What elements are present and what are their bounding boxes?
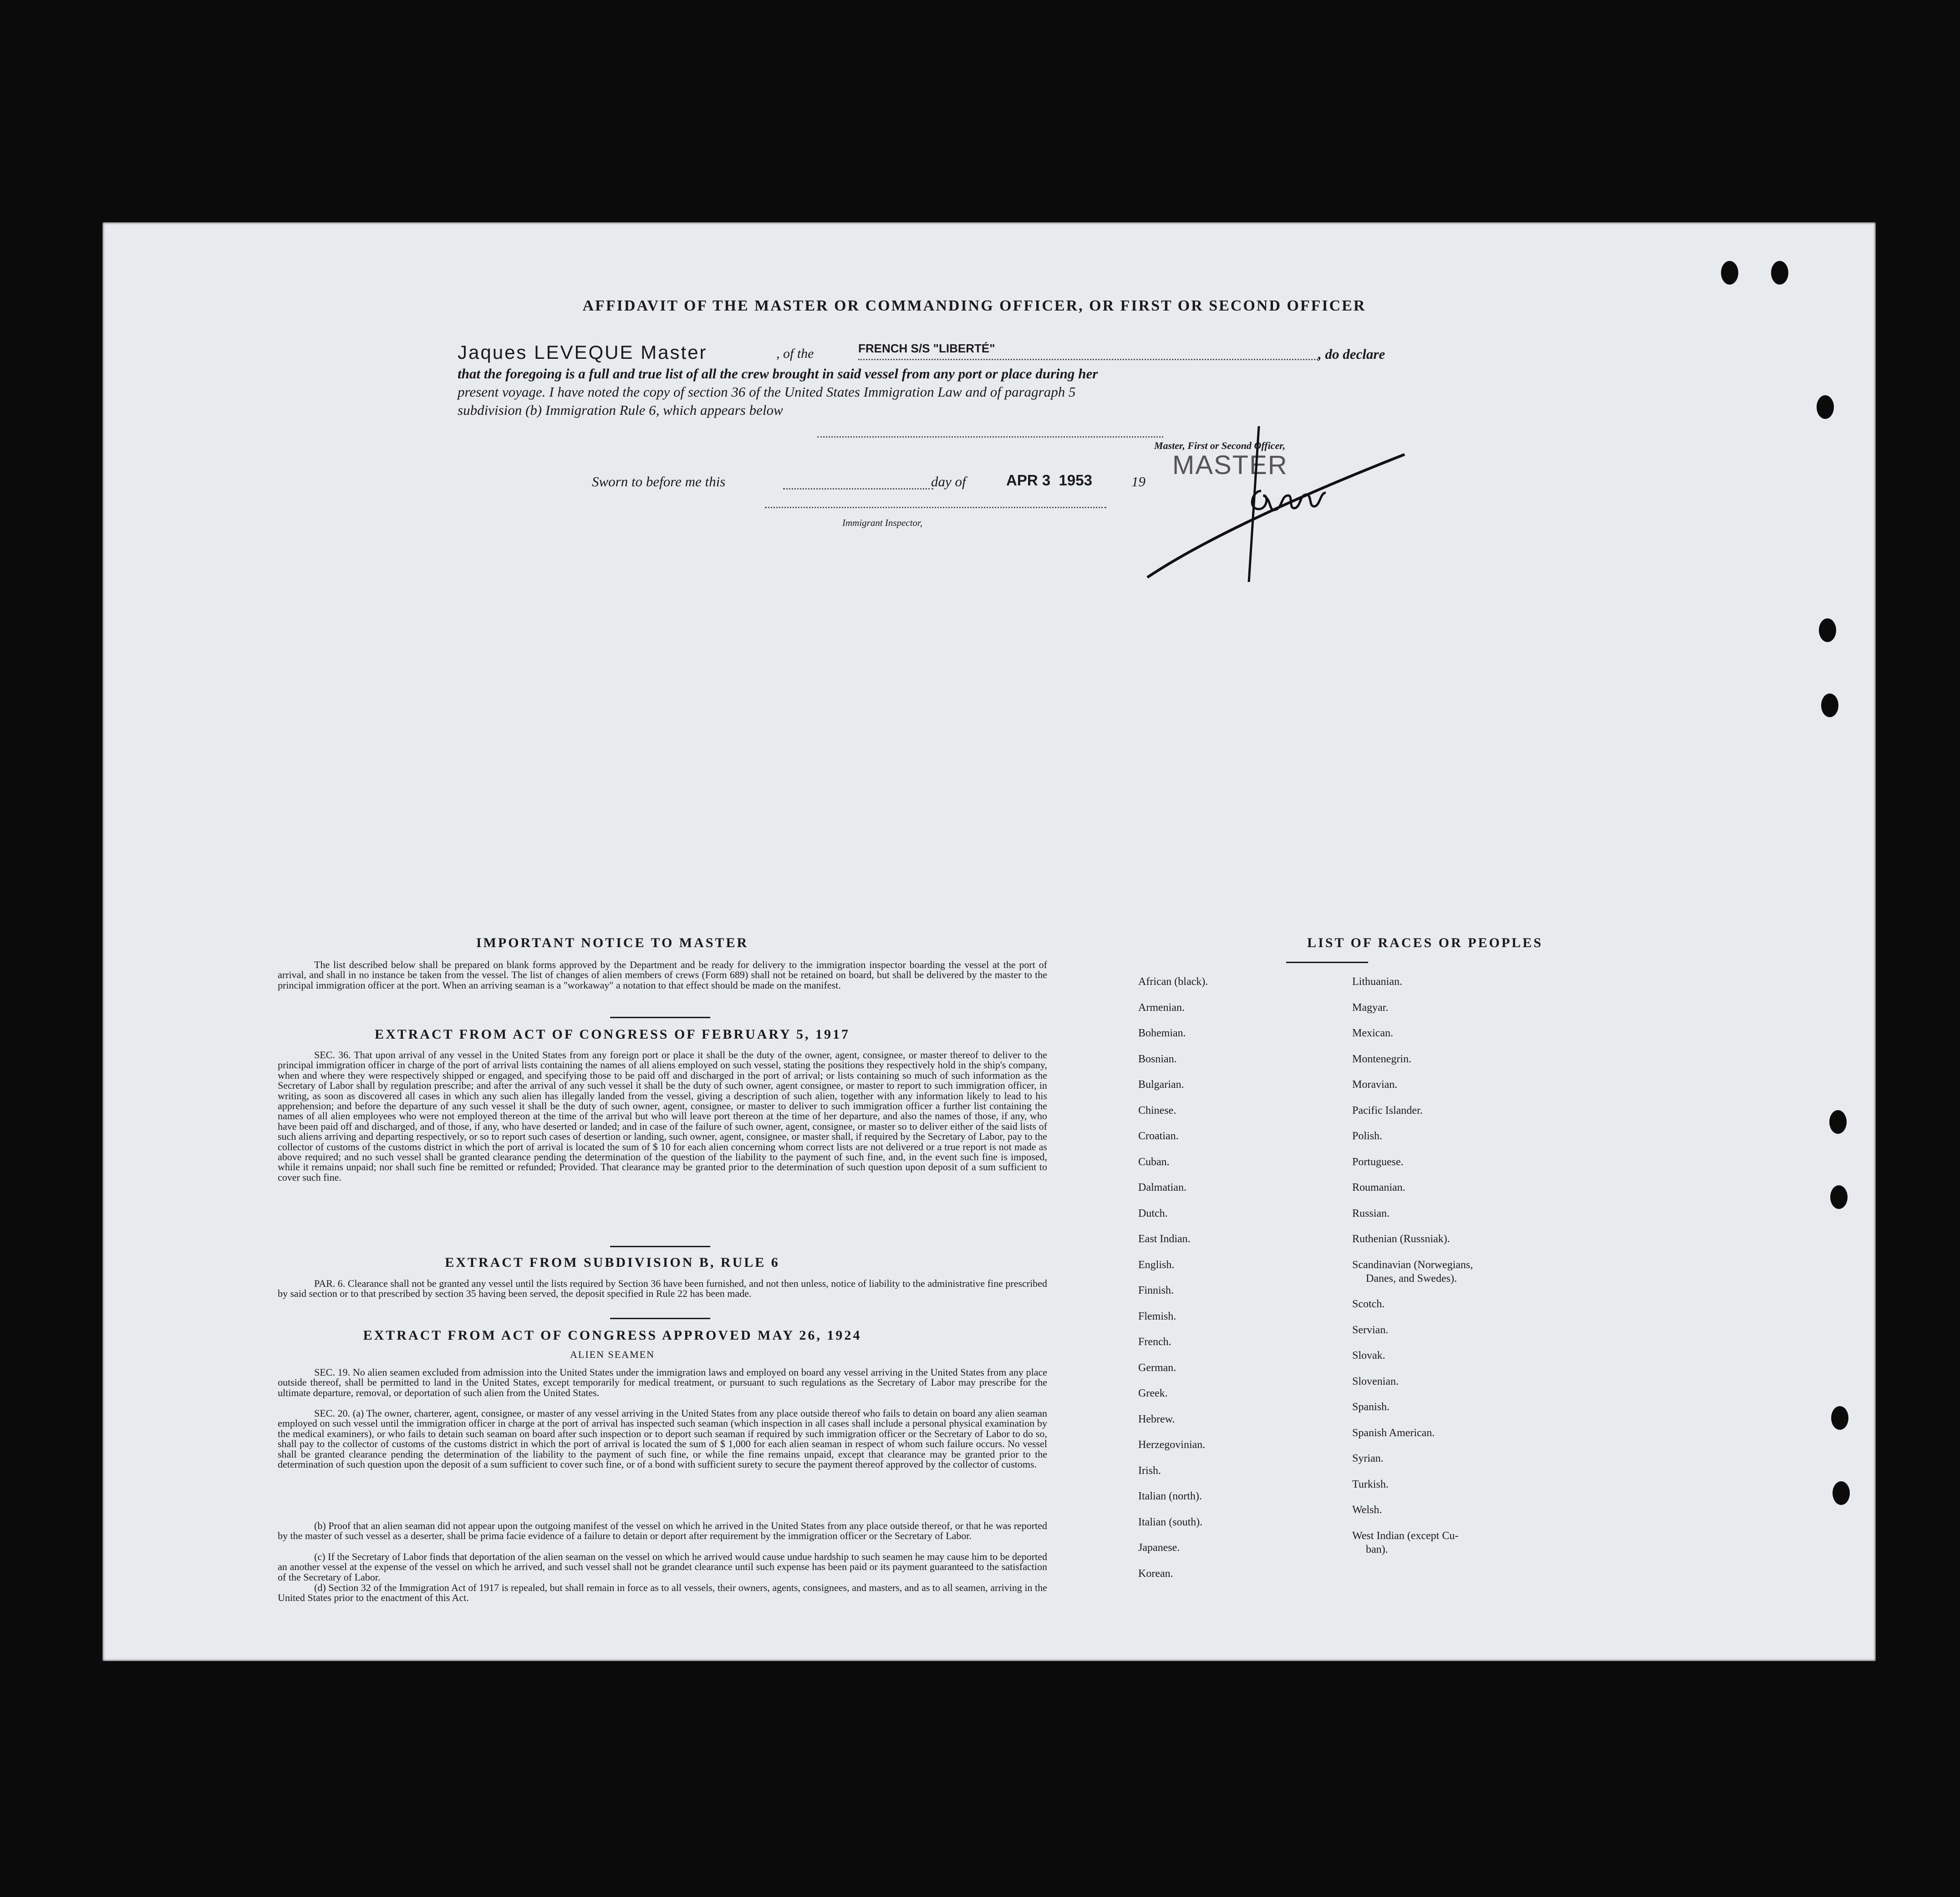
race-item: Portuguese. bbox=[1352, 1156, 1404, 1168]
race-item: ban). bbox=[1366, 1543, 1388, 1555]
extract-1924-sec20d: (d) Section 32 of the Immigration Act of 1917 is repealed, but shall remain in force as to all vessels, their owners, agents, consignees, and masters, and as to all seamen, arriving in the United States prior to the enactment of this Act. bbox=[278, 1582, 1047, 1604]
inspector-sign-line bbox=[765, 507, 1106, 508]
race-item: African (black). bbox=[1138, 976, 1208, 988]
divider bbox=[610, 1017, 710, 1018]
extract-1924-sec20c: (c) If the Secretary of Labor finds that deportation of the alien seaman on the vessel on which he arrived would cause undue hardship to such seamen he may cause him to be deported an another vessel at the expense of the vessel on which he arrived, and such vessel shall not be grandet clearance until such expense has been paid or its payment guaranteed to the satisfaction of the Secretary of Labor. bbox=[278, 1551, 1047, 1583]
race-item: Welsh. bbox=[1352, 1504, 1382, 1516]
race-item: Ruthenian (Russniak). bbox=[1352, 1233, 1450, 1245]
race-item: Chinese. bbox=[1138, 1104, 1176, 1117]
signature-image bbox=[1140, 423, 1423, 596]
race-item: Dalmatian. bbox=[1138, 1182, 1186, 1193]
race-item: Greek. bbox=[1138, 1387, 1168, 1399]
vessel-name: FRENCH S/S "LIBERTÉ" bbox=[858, 342, 995, 355]
date-stamp: APR 3 1953 bbox=[1006, 472, 1092, 489]
race-item: Bulgarian. bbox=[1138, 1079, 1184, 1091]
race-item: Scotch. bbox=[1352, 1298, 1385, 1310]
extract-1924-sec20a: SEC. 20. (a) The owner, charterer, agent, consignee, or master of any vessel arriving in the United States from any place outside thereof who fails to detain on board any alien seaman employed on such vessel until the immigration officer in charge at the port of arrival has inspected such seaman (which inspection in all cases shall include a personal physical examination by the medical examiners), or who fails to detain such seaman on board after such inspection or to deport such seaman if required by such immigration officer or the Secretary of Labor to do so, shall pay to the collector of customs of the customs district in which the port of arrival is located the sum of $ 1,000 for each alien seaman in respect of whom such failure occurs. No vessel shall be granted clearance pending the determination of the liability to the payment of such fine, or while the fine remains unpaid, except that clearance may be granted prior to the determination of such question upon the deposit of a sum sufficient to cover such fine, or of a bond with sufficient surety to secure the payment thereof approved by the collector of customs. bbox=[278, 1407, 1047, 1470]
race-item: Finnish. bbox=[1138, 1285, 1174, 1296]
race-item: Pacific Islander. bbox=[1352, 1104, 1423, 1117]
inspector-label: Immigrant Inspector, bbox=[842, 517, 923, 528]
race-item: Japanese. bbox=[1138, 1542, 1180, 1554]
vessel-fill-line bbox=[858, 359, 1318, 360]
race-item: Irish. bbox=[1138, 1464, 1161, 1477]
punch-hole bbox=[1830, 1185, 1848, 1209]
punch-hole bbox=[1821, 694, 1838, 717]
race-item: Spanish American. bbox=[1352, 1427, 1435, 1439]
race-item: West Indian (except Cu- bbox=[1352, 1530, 1459, 1542]
race-item: Montenegrin. bbox=[1352, 1053, 1411, 1065]
notice-body: The list described below shall be prepared on blank forms approved by the Department and be ready for delivery to the immigration inspector boarding the vessel at the port of arrival, and shall in no instance be taken from the vessel. The list of changes of alien members of crews (Form 689) shall not be retained on board, but shall be delivered by the master to the principal immigration officer at the port. When an arriving seaman is a "workaway" a notation to that effect should be made on the manifest. bbox=[278, 959, 1047, 991]
race-item: Armenian. bbox=[1138, 1001, 1185, 1014]
extract-1924-sec19: SEC. 19. No alien seamen excluded from admission into the United States under the immigration laws and employed on board any vessel arriving in the United States from any place outside thereof, shall be permitted to land in the United States, except temporarily for medical treatment, or pursuant to such regulations as the Secretary of Labor may prescribe for the ultimate departure, removal, or deportation of such alien from the United States. bbox=[278, 1367, 1047, 1398]
sworn-text: Sworn to before me this bbox=[592, 474, 726, 490]
punch-hole bbox=[1831, 1406, 1848, 1430]
officer-label: Master, First or Second Officer, bbox=[1154, 440, 1286, 451]
affidavit-line-2: that the foregoing is a full and true list of all the crew brought in said vessel from any port or place during her bbox=[458, 366, 1098, 382]
race-item: Moravian. bbox=[1352, 1079, 1398, 1091]
race-item: Flemish. bbox=[1138, 1310, 1176, 1322]
race-item: Slovenian. bbox=[1352, 1375, 1399, 1387]
race-item: Roumanian. bbox=[1352, 1182, 1405, 1193]
race-item: German. bbox=[1138, 1362, 1176, 1374]
punch-hole bbox=[1819, 618, 1836, 642]
officer-sign-line bbox=[817, 436, 1163, 438]
race-item: Servian. bbox=[1352, 1324, 1389, 1336]
race-item: Syrian. bbox=[1352, 1453, 1384, 1464]
race-item: Turkish. bbox=[1352, 1478, 1389, 1490]
affidavit-line-3: present voyage. I have noted the copy of section 36 of the United States Immigration Law and of paragraph 5 bbox=[458, 384, 1076, 400]
race-item: Bohemian. bbox=[1138, 1027, 1186, 1039]
extract-1924-title: EXTRACT FROM ACT OF CONGRESS APPROVED MAY 26, 1924 bbox=[363, 1328, 862, 1343]
race-item: Slovak. bbox=[1352, 1350, 1385, 1362]
document-sheet bbox=[102, 222, 1876, 1661]
race-item: Spanish. bbox=[1352, 1401, 1390, 1413]
extract-1917-title: EXTRACT FROM ACT OF CONGRESS OF FEBRUARY 5, 1917 bbox=[374, 1027, 850, 1042]
race-item: Bosnian. bbox=[1138, 1053, 1177, 1065]
year-prefix: 19 bbox=[1131, 474, 1145, 490]
master-stamp: MASTER bbox=[1172, 450, 1288, 480]
race-item: English. bbox=[1138, 1259, 1175, 1271]
race-item: Cuban. bbox=[1138, 1156, 1170, 1168]
race-item: Russian. bbox=[1352, 1207, 1390, 1219]
race-item: Scandinavian (Norwegians, bbox=[1352, 1259, 1473, 1271]
extract-1924-sec20b: (b) Proof that an alien seaman did not appear upon the outgoing manifest of the vessel on which he arrived in the United States from any place outside thereof, or that he was reported by the master of such vessel as a deserter, shall be prima facie evidence of a failure to detain or deport after requirement by the immigration officer or the Secretary of Labor. bbox=[278, 1520, 1047, 1542]
divider bbox=[1286, 962, 1368, 963]
race-item: Croatian. bbox=[1138, 1130, 1179, 1142]
divider bbox=[610, 1246, 710, 1247]
affidavit-title: AFFIDAVIT OF THE MASTER OR COMMANDING OFFICER, OR FIRST OR SECOND OFFICER bbox=[582, 297, 1366, 314]
extract-rule6-title: EXTRACT FROM SUBDIVISION B, RULE 6 bbox=[445, 1255, 780, 1270]
divider bbox=[610, 1318, 710, 1319]
race-item: Italian (south). bbox=[1138, 1516, 1203, 1528]
race-item: Magyar. bbox=[1352, 1001, 1389, 1014]
sworn-day-line bbox=[783, 488, 933, 490]
race-item: Mexican. bbox=[1352, 1027, 1393, 1039]
punch-hole bbox=[1771, 261, 1788, 285]
races-title: LIST OF RACES OR PEOPLES bbox=[1307, 935, 1543, 950]
race-item: Herzegovinian. bbox=[1138, 1439, 1206, 1451]
alien-seamen-subtitle: ALIEN SEAMEN bbox=[570, 1349, 655, 1360]
punch-hole bbox=[1829, 1110, 1847, 1134]
affidavit-line-4: subdivision (b) Immigration Rule 6, which appears below bbox=[458, 402, 783, 418]
punch-hole bbox=[1833, 1481, 1850, 1505]
race-item: Dutch. bbox=[1138, 1207, 1168, 1219]
race-item: Italian (north). bbox=[1138, 1490, 1202, 1502]
extract-1917-body: SEC. 36. That upon arrival of any vessel in the United States from any foreign port or place it shall be the duty of the owner, agent, consignee, or master thereof to deliver to the principal immigration officer in charge of the port of arrival lists containing the names of all aliens employed on such vessel, stating the positions they respectively hold in the ship's company, when and where they were respectively shipped or engaged, and specifying those to be paid off and discharged in the port of arrival; or lists containing so much of such information as the Secretary of Labor shall by regulation prescribe; and after the arrival of any such vessel it shall be the duty of such owner, agent consignee, or master to report to such immigration officer, in writing, as soon as discovered all cases in which any such alien has illegally landed from the vessel, giving a description of such alien, together with any information likely to lead to his apprehension; and before the departure of any such vessel it shall be the duty of such owner, agent, consignee, or master to deliver to such immigration officer a further list containing the names of all alien employees who were not employed thereon at the time of the arrival but who will leave port thereon at the time of her departure, and also the names of those, if any, who have been paid off and discharged, and of those, if any, who have deserted or landed; and in case of the failure of such owner, agent, consignee, or master so to deliver either of the said lists of such aliens arriving and departing respectively, or so to report such cases of desertion or landing, such owner, agent, consignee, or master shall, if required by the Secretary of Labor, pay to the collector of customs of the customs district in which the port of arrival is located the sum of $ 10 for each alien concerning whom correct lists are not delivered or a true report is not made as above required; and no such vessel shall be granted clearance pending the determination of the question of the liability to the payment of such fine, and, in the event such fine is imposed, while it remains unpaid; nor shall such fine be remitted or refunded; Provided. That clearance may be granted prior to the determination of such question upon deposit of a sum sufficient to cover such fine. bbox=[278, 1049, 1047, 1183]
race-item: Lithuanian. bbox=[1352, 976, 1402, 988]
do-declare-text: , do declare bbox=[1318, 346, 1385, 362]
day-of-text: day of bbox=[931, 474, 966, 490]
race-item: Hebrew. bbox=[1138, 1413, 1175, 1425]
race-item: Polish. bbox=[1352, 1130, 1383, 1142]
extract-rule6-body: PAR. 6. Clearance shall not be granted any vessel until the lists required by Section 36 have been furnished, and not then unless, notice of liability to the administrative fine prescribed by said section or to that prescribed by section 35 having been served, the deposit specified in Rule 22 has been made. bbox=[278, 1278, 1047, 1300]
punch-hole bbox=[1721, 261, 1738, 285]
master-name: Jaques LEVEQUE Master bbox=[458, 342, 708, 363]
race-item: French. bbox=[1138, 1336, 1171, 1348]
punch-hole bbox=[1817, 395, 1834, 419]
of-the-text: , of the bbox=[776, 346, 814, 361]
race-item: Korean. bbox=[1138, 1567, 1173, 1580]
race-item: East Indian. bbox=[1138, 1233, 1191, 1245]
notice-title: IMPORTANT NOTICE TO MASTER bbox=[476, 935, 749, 950]
race-item: Danes, and Swedes). bbox=[1366, 1272, 1457, 1285]
